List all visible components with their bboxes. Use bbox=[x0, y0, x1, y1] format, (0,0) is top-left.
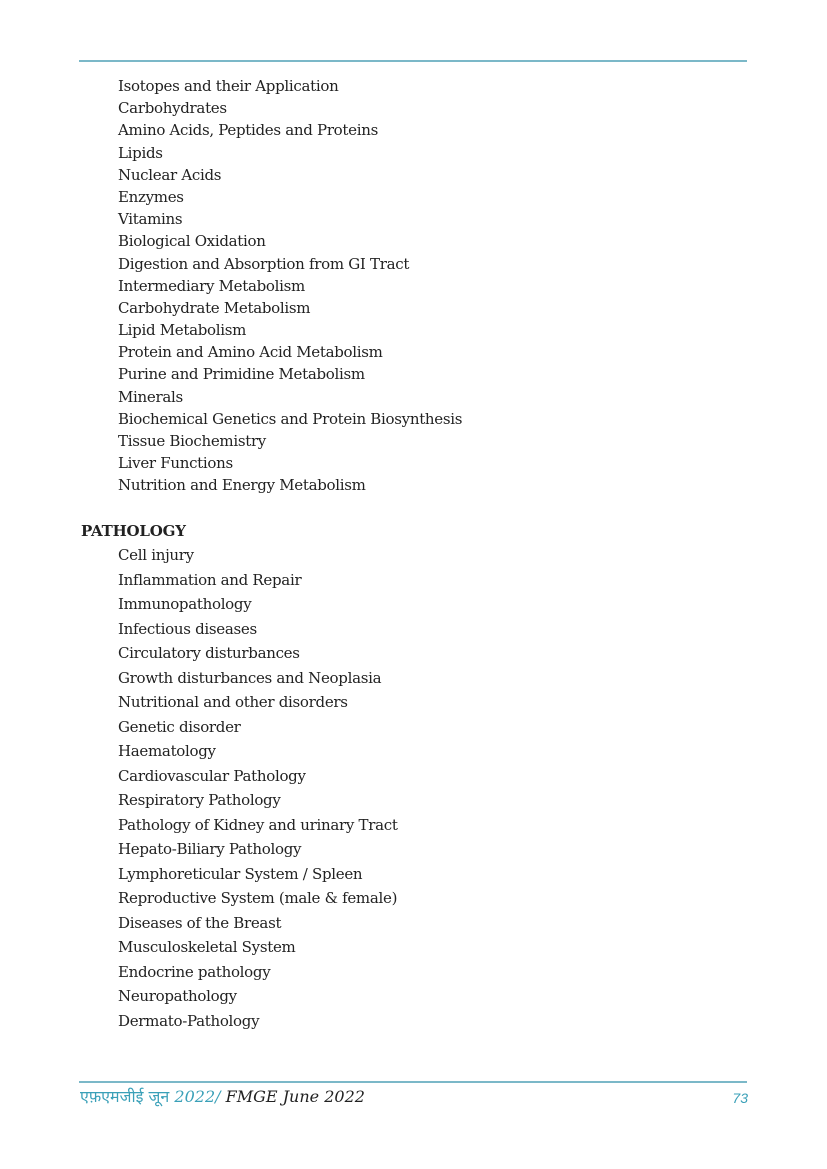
topic-item: Carbohydrate Metabolism bbox=[118, 298, 311, 317]
topic-item: Genetic disorder bbox=[118, 717, 241, 736]
section-heading-pathology: PATHOLOGY bbox=[81, 522, 186, 540]
topic-item: Growth disturbances and Neoplasia bbox=[118, 668, 382, 687]
topic-item: Nuclear Acids bbox=[118, 165, 222, 184]
topic-item: Lipid Metabolism bbox=[118, 321, 247, 340]
topic-item: Digestion and Absorption from GI Tract bbox=[118, 254, 410, 273]
topic-item: Biological Oxidation bbox=[118, 232, 266, 251]
footer-title bbox=[80, 1086, 365, 1108]
topic-item: Hepato-Biliary Pathology bbox=[118, 840, 302, 858]
footer-hindi-title: एफ़एमजीई जून bbox=[80, 1087, 170, 1106]
topic-item: Circulatory disturbances bbox=[118, 644, 300, 662]
topic-item: Purine and Primidine Metabolism bbox=[118, 365, 365, 384]
footer-hindi-year: 2022/ bbox=[169, 1087, 221, 1106]
topic-item: Nutritional and other disorders bbox=[118, 693, 348, 711]
topic-item: Pathology of Kidney and urinary Tract bbox=[118, 815, 398, 834]
topic-item: Tissue Biochemistry bbox=[118, 432, 266, 450]
topic-item: Protein and Amino Acid Metabolism bbox=[118, 343, 383, 362]
topic-item: Haematology bbox=[118, 742, 216, 760]
topic-item: Carbohydrates bbox=[118, 99, 227, 118]
topic-item: Diseases of the Breast bbox=[118, 913, 282, 932]
topic-item: Vitamins bbox=[118, 210, 183, 229]
footer-english-title: FMGE June 2022 bbox=[220, 1087, 365, 1106]
pathology-topic-list bbox=[118, 543, 398, 1033]
header-rule bbox=[79, 60, 747, 62]
topic-item: Neuropathology bbox=[118, 987, 237, 1005]
footer-rule bbox=[79, 1081, 747, 1083]
topic-item: Biochemical Genetics and Protein Biosynthesis bbox=[118, 409, 463, 428]
topic-item: Reproductive System (male & female) bbox=[118, 889, 398, 907]
topic-item: Isotopes and their Application bbox=[118, 77, 339, 95]
biochemistry-topic-list bbox=[118, 75, 462, 497]
page-number: 73 bbox=[732, 1090, 748, 1106]
topic-item: Immunopathology bbox=[118, 595, 252, 613]
topic-item: Respiratory Pathology bbox=[118, 791, 281, 809]
topic-item: Endocrine pathology bbox=[118, 962, 271, 981]
topic-item: Dermato-Pathology bbox=[118, 1011, 260, 1030]
topic-item: Lipids bbox=[118, 143, 163, 162]
topic-item: Liver Functions bbox=[118, 454, 233, 473]
topic-item: Lymphoreticular System / Spleen bbox=[118, 864, 363, 883]
topic-item: Infectious diseases bbox=[118, 619, 257, 638]
topic-item: Musculoskeletal System bbox=[118, 938, 296, 956]
topic-item: Cell injury bbox=[118, 546, 194, 564]
topic-item: Inflammation and Repair bbox=[118, 570, 302, 589]
topic-item: Minerals bbox=[118, 387, 183, 406]
topic-item: Nutrition and Energy Metabolism bbox=[118, 476, 366, 495]
topic-item: Intermediary Metabolism bbox=[118, 276, 305, 295]
topic-item: Amino Acids, Peptides and Proteins bbox=[118, 121, 378, 140]
topic-item: Cardiovascular Pathology bbox=[118, 766, 306, 785]
topic-item: Enzymes bbox=[118, 187, 184, 206]
